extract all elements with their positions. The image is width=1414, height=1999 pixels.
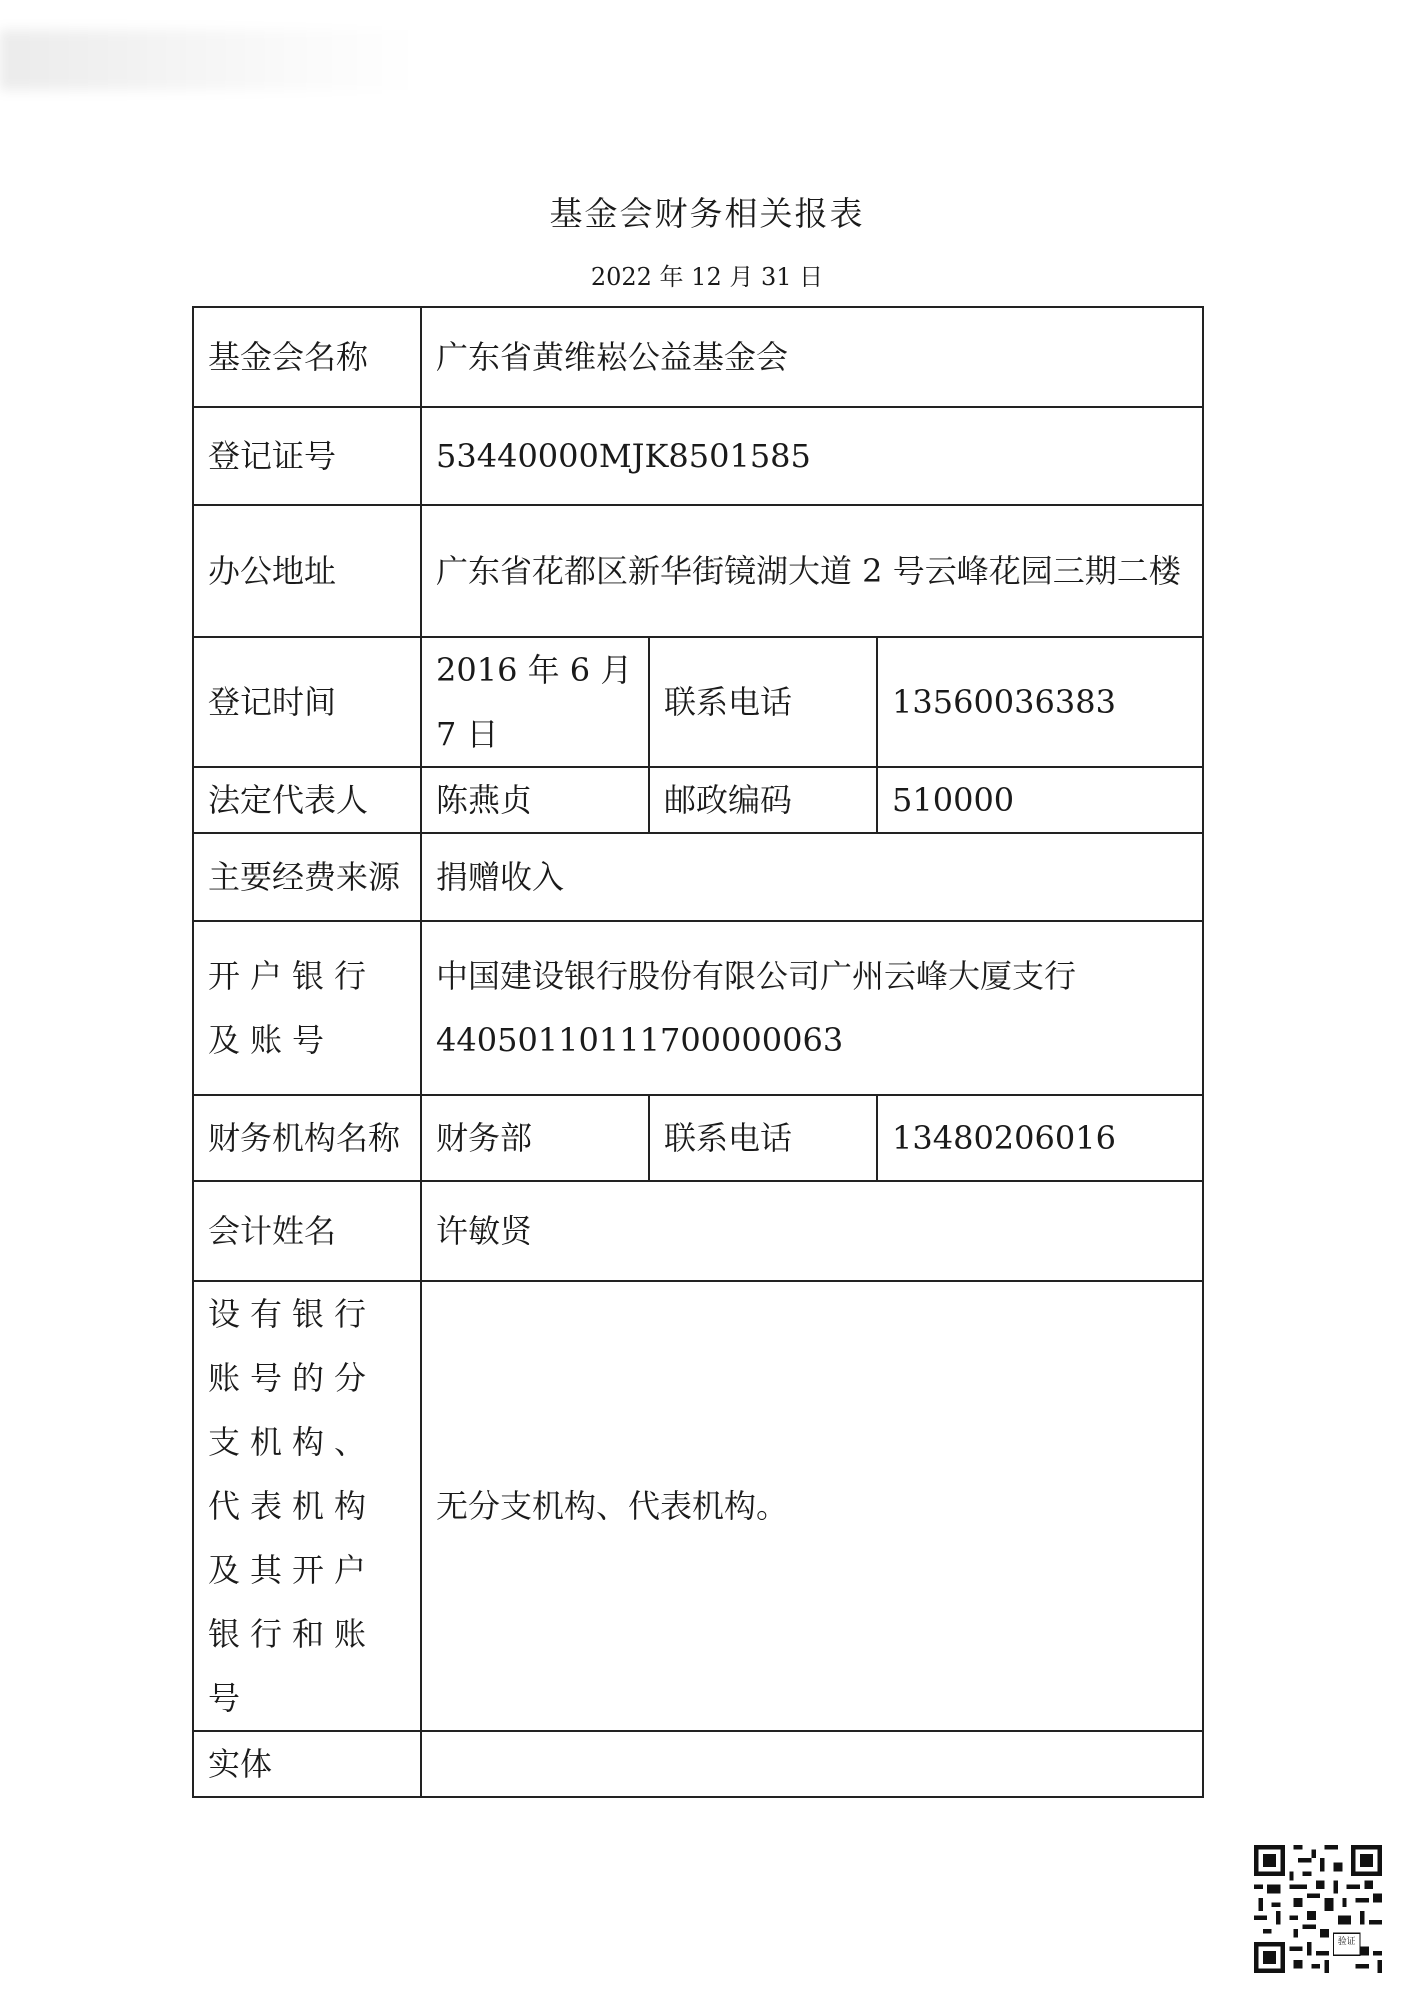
- value-branches: 无分支机构、代表机构。: [421, 1281, 1203, 1731]
- label-bank-account: 开户银行及账号: [193, 921, 421, 1095]
- scan-shadow: [0, 30, 420, 90]
- qr-code-icon: [1254, 1845, 1382, 1973]
- label-registration-number: 登记证号: [193, 407, 421, 505]
- value-office-address: 广东省花都区新华街镜湖大道 2 号云峰花园三期二楼: [421, 505, 1203, 637]
- value-legal-representative: 陈燕贞: [421, 767, 649, 833]
- row-finance-department: [193, 1095, 1203, 1181]
- label-funding-source: 主要经费来源: [193, 833, 421, 921]
- value-foundation-name: 广东省黄维崧公益基金会: [421, 307, 1203, 407]
- row-legal-representative: [193, 767, 1203, 833]
- row-office-address: [193, 505, 1203, 637]
- row-entity: [193, 1731, 1203, 1797]
- label-accountant: 会计姓名: [193, 1181, 421, 1281]
- report-date: 2022 年 12 月 31 日: [590, 263, 824, 291]
- label-finance-department: 财务机构名称: [193, 1095, 421, 1181]
- financial-report-table: [192, 306, 1204, 1798]
- row-foundation-name: [193, 307, 1203, 407]
- value-bank-account: [421, 921, 1203, 1095]
- value-finance-phone: 13480206016: [877, 1095, 1203, 1181]
- label-office-address: 办公地址: [193, 505, 421, 637]
- label-entity: 实体: [193, 1731, 421, 1797]
- value-finance-department: 财务部: [421, 1095, 649, 1181]
- row-bank-account: [193, 921, 1203, 1095]
- label-branches: 设有银行账号的分支机构、代表机构及其开户银行和账号: [193, 1281, 421, 1731]
- row-branches: [193, 1281, 1203, 1731]
- label-foundation-name: 基金会名称: [193, 307, 421, 407]
- label-registration-time: 登记时间: [193, 637, 421, 767]
- bank-name: 中国建设银行股份有限公司广州云峰大厦支行: [436, 957, 1077, 995]
- document-title: 基金会财务相关报表: [549, 194, 865, 233]
- label-legal-representative: 法定代表人: [193, 767, 421, 833]
- value-registration-time: 2016 年 6 月 7 日: [421, 637, 649, 767]
- label-postcode: 邮政编码: [649, 767, 877, 833]
- label-finance-phone: 联系电话: [649, 1095, 877, 1181]
- label-contact-phone: 联系电话: [649, 637, 877, 767]
- value-postcode: 510000: [877, 767, 1203, 833]
- bank-account-number: 44050110111700000063: [436, 1021, 844, 1059]
- row-funding-source: [193, 833, 1203, 921]
- row-registration-number: [193, 407, 1203, 505]
- value-registration-number: 53440000MJK8501585: [421, 407, 1203, 505]
- row-registration-time: [193, 637, 1203, 767]
- qr-caption: 验证: [1337, 1936, 1356, 1947]
- value-entity: [421, 1731, 1203, 1797]
- value-funding-source: 捐赠收入: [421, 833, 1203, 921]
- value-accountant: 许敏贤: [421, 1181, 1203, 1281]
- row-accountant: [193, 1181, 1203, 1281]
- value-contact-phone: 13560036383: [877, 637, 1203, 767]
